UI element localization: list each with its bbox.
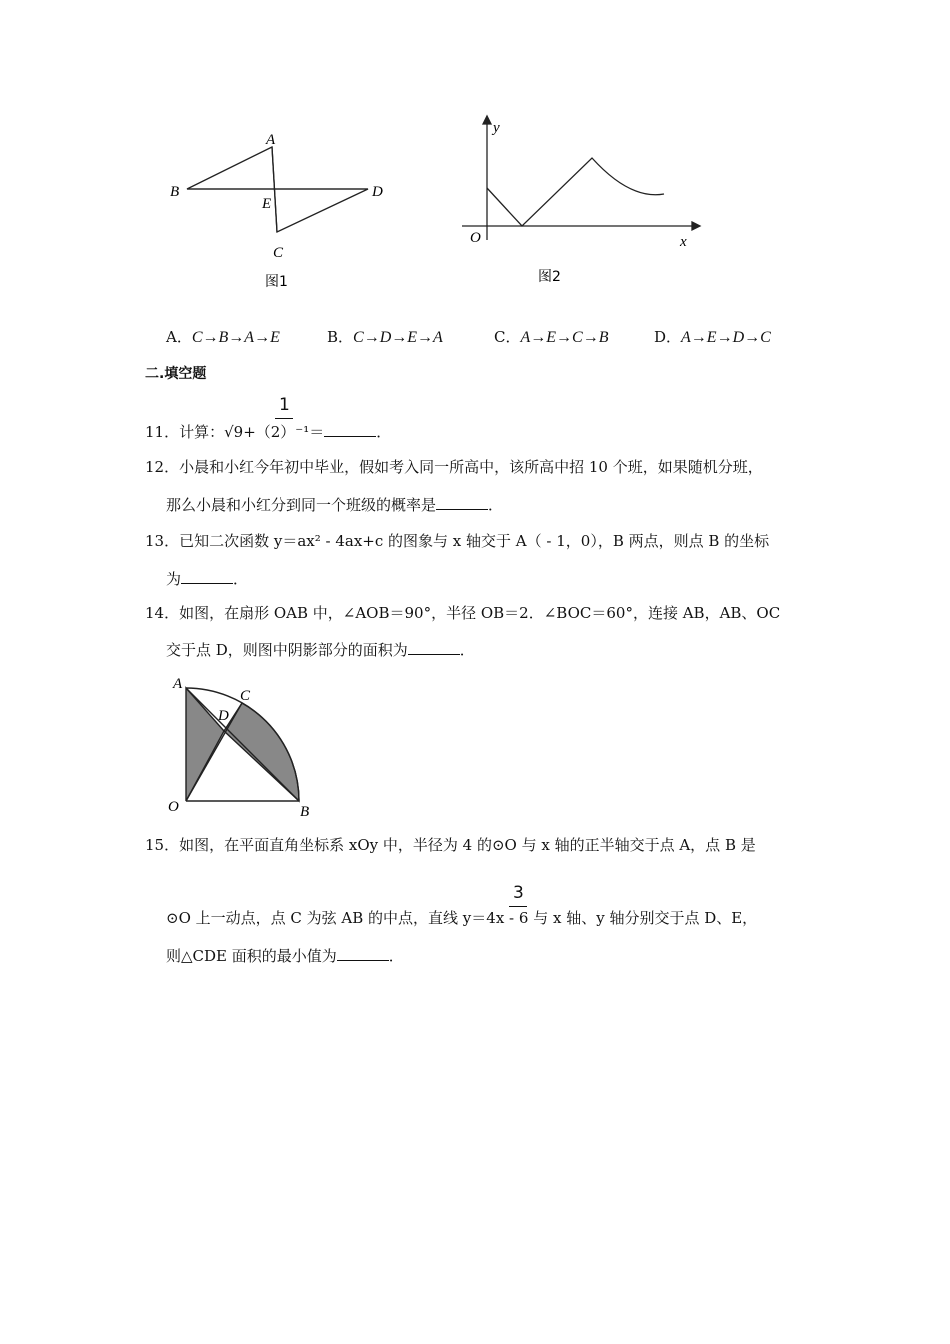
- q11-fraction-numerator: 1: [279, 395, 290, 415]
- question-13: [145, 531, 769, 551]
- option-letter: A．: [166, 328, 192, 346]
- fig2-label-y: y: [493, 120, 500, 136]
- option-letter: C．: [494, 328, 521, 346]
- question-12: [145, 457, 763, 477]
- fig1-label-a: A: [266, 132, 276, 148]
- period: ．: [376, 423, 392, 441]
- question-11: [145, 422, 391, 442]
- fig2-caption: 图2: [538, 269, 561, 285]
- fig3-label-o: O: [168, 799, 179, 815]
- fig1-caption: 图1: [265, 274, 288, 290]
- option-b: [327, 327, 443, 348]
- question-15: [145, 835, 756, 855]
- option-a: [166, 327, 280, 348]
- question-text: 交于点 D，则图中阴影部分的面积为: [166, 641, 408, 659]
- period: ．: [488, 496, 504, 514]
- fig1-label-d: D: [372, 184, 383, 200]
- question-number: 14．: [145, 604, 180, 622]
- fig1-label-c: C: [273, 245, 284, 261]
- fig3-label-b: B: [300, 804, 310, 820]
- question-text: 小晨和小红今年初中毕业，假如考入同一所高中，该所高中招 10 个班，如果随机分班，: [179, 458, 763, 476]
- option-d: [654, 327, 771, 348]
- question-14: [145, 603, 780, 623]
- fig1-label-b: B: [170, 184, 180, 200]
- question-text: 那么小晨和小红分到同一个班级的概率是: [166, 496, 437, 514]
- question-12-cont: [166, 495, 503, 515]
- figure-3-sector: [186, 688, 299, 801]
- question-text: 则△CDE 面积的最小值为: [166, 947, 337, 965]
- answer-blank[interactable]: [408, 640, 460, 655]
- question-number: 13．: [145, 532, 180, 550]
- question-text: 为: [166, 570, 182, 588]
- figure-1-rhombus: [187, 147, 368, 232]
- question-15-cont2: [166, 946, 404, 966]
- answer-blank[interactable]: [337, 946, 389, 961]
- fig1-label-e: E: [262, 196, 272, 212]
- period: ．: [233, 570, 249, 588]
- answer-blank[interactable]: [436, 495, 488, 510]
- question-number: 15．: [145, 836, 180, 854]
- question-13-cont: [166, 569, 248, 589]
- answer-blank[interactable]: [324, 422, 376, 437]
- question-number: 11．: [145, 423, 180, 441]
- period: ．: [459, 641, 475, 659]
- fig3-label-a: A: [173, 676, 183, 692]
- option-text: C→B→A→E: [191, 329, 280, 346]
- option-text: C→D→E→A: [353, 329, 443, 346]
- question-15-cont: [166, 908, 757, 928]
- option-letter: B．: [327, 328, 354, 346]
- question-text: 如图，在平面直角坐标系 xOy 中，半径为 4 的⊙O 与 x 轴的正半轴交于点 A，点 B 是: [179, 836, 756, 854]
- section-heading: 二.填空题: [145, 366, 207, 382]
- fig3-label-c: C: [240, 688, 251, 704]
- period: ．: [388, 947, 404, 965]
- option-text: A→E→C→B: [520, 329, 609, 346]
- question-number: 12．: [145, 458, 180, 476]
- fig3-label-d: D: [218, 708, 229, 724]
- question-14-cont: [166, 640, 475, 660]
- fraction-bar: [509, 906, 527, 907]
- question-text: 如图，在扇形 OAB 中，∠AOB＝90°，半径 OB＝2．∠BOC＝60°，连接 AB，AB、OC: [179, 604, 781, 622]
- fig2-label-x: x: [680, 234, 687, 250]
- fig2-label-o: O: [470, 230, 481, 246]
- option-c: [494, 327, 608, 348]
- option-letter: D．: [654, 328, 682, 346]
- option-text: A→E→D→C: [681, 329, 771, 346]
- answer-blank[interactable]: [181, 569, 233, 584]
- question-text: ⊙O 上一动点，点 C 为弦 AB 的中点，直线 y＝4x - 6 与 x 轴、y 轴分别交于点 D、E，: [166, 909, 758, 927]
- q15-fraction-numerator: 3: [513, 883, 524, 903]
- question-text: 已知二次函数 y＝ax² - 4ax+c 的图象与 x 轴交于 A（ - 1，0），B 两点，则点 B 的坐标: [179, 532, 770, 550]
- fraction-bar: [275, 418, 293, 419]
- question-text: 计算：√9+（2）⁻¹＝: [179, 423, 325, 441]
